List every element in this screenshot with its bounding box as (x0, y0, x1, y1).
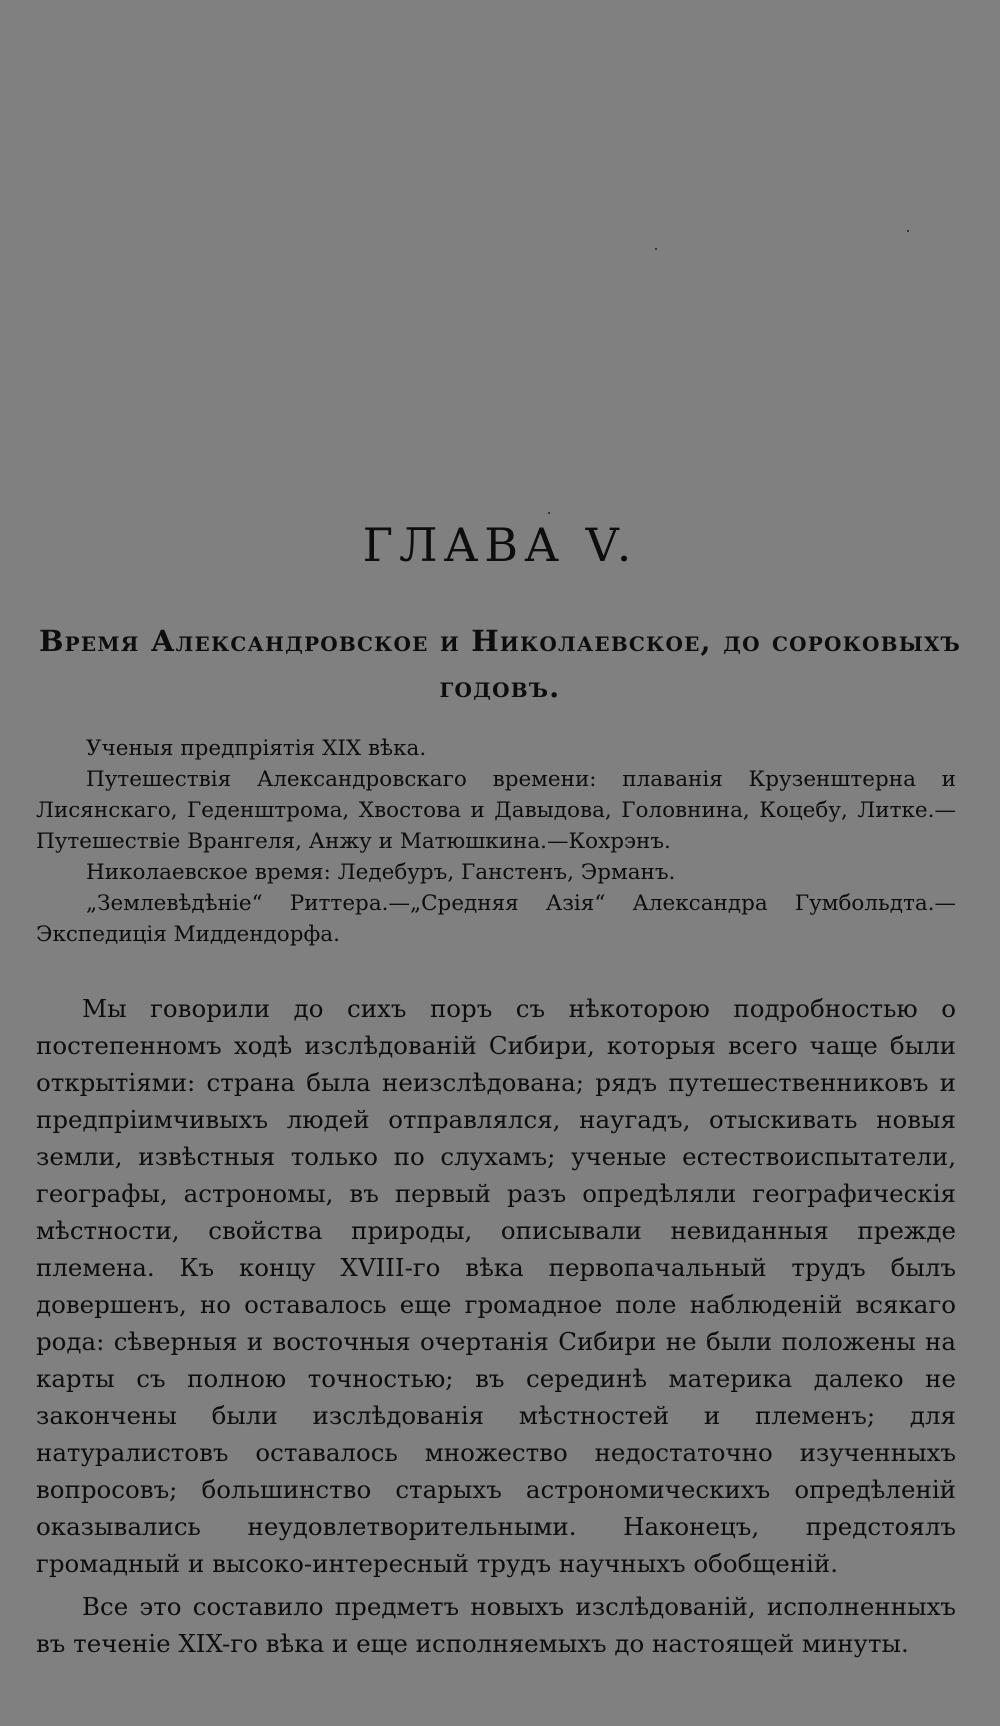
page-speck (548, 512, 550, 514)
chapter-body (36, 990, 956, 1668)
body-paragraph: Все это составило предметъ новыхъ изслѣдованій, исполненныхъ въ теченіе XIX-го вѣка и еще исполняемыхъ до настоящей минуты. (36, 1592, 956, 1658)
chapter-summary (36, 733, 956, 950)
chapter-subtitle: Время Александровское и Николаевское, до сороковыхъ годовъ. (38, 624, 962, 704)
body-paragraph: Мы говорили до сихъ поръ съ нѣкоторою подробностью о постепенномъ ходѣ изслѣдованій Сибири, которыя всего чаще были открытіями: страна была неизслѣдована; рядъ путешественниковъ и предпріимчивыхъ людей отправлялся, наугадъ, отыскивать новыя земли, извѣстныя только по слухамъ; ученые естествоиспытатели, географы, астрономы, въ первый разъ опредѣляли географическія мѣстности, свойства природы, описывали невиданныя прежде племена. Къ концу XVIII-го вѣка первопачальный трудъ былъ довершенъ, но оставалось еще громадное поле наблюденій всякаго рода: сѣверныя и восточныя очертанія Сибири не были положены на карты съ полною точностью; въ серединѣ материка далеко не закончены были изслѣдованія мѣстностей и племенъ; для натуралистовъ оставалось множество недостаточно изученныхъ вопросовъ; большинство старыхъ астрономическихъ опредѣленій оказывались неудовлетворительными. Наконецъ, предстоялъ громадный и высоко-интересный трудъ научныхъ обобщеній. (36, 994, 956, 1578)
summary-item: Ученыя предпріятія XIX вѣка. (86, 736, 427, 761)
summary-item: Николаевское время: Ледебуръ, Ганстенъ, Эрманъ. (86, 860, 676, 885)
summary-item: Путешествія Александровскаго времени: плаванія Крузенштерна и Лисянскаго, Геденштрома, Хвостова и Давыдова, Головнина, Коцебу, Литке.—Путешествіе Врангеля, Анжу и Матюшкина.—Кохрэнъ. (36, 767, 956, 854)
page-speck (655, 248, 657, 250)
page-speck (907, 230, 909, 232)
summary-item: „Землевѣдѣніе“ Риттера.—„Средняя Азія“ Александра Гумбольдта.—Экспедиція Миддендорфа. (36, 891, 956, 947)
chapter-title: ГЛАВА V. (362, 518, 638, 572)
